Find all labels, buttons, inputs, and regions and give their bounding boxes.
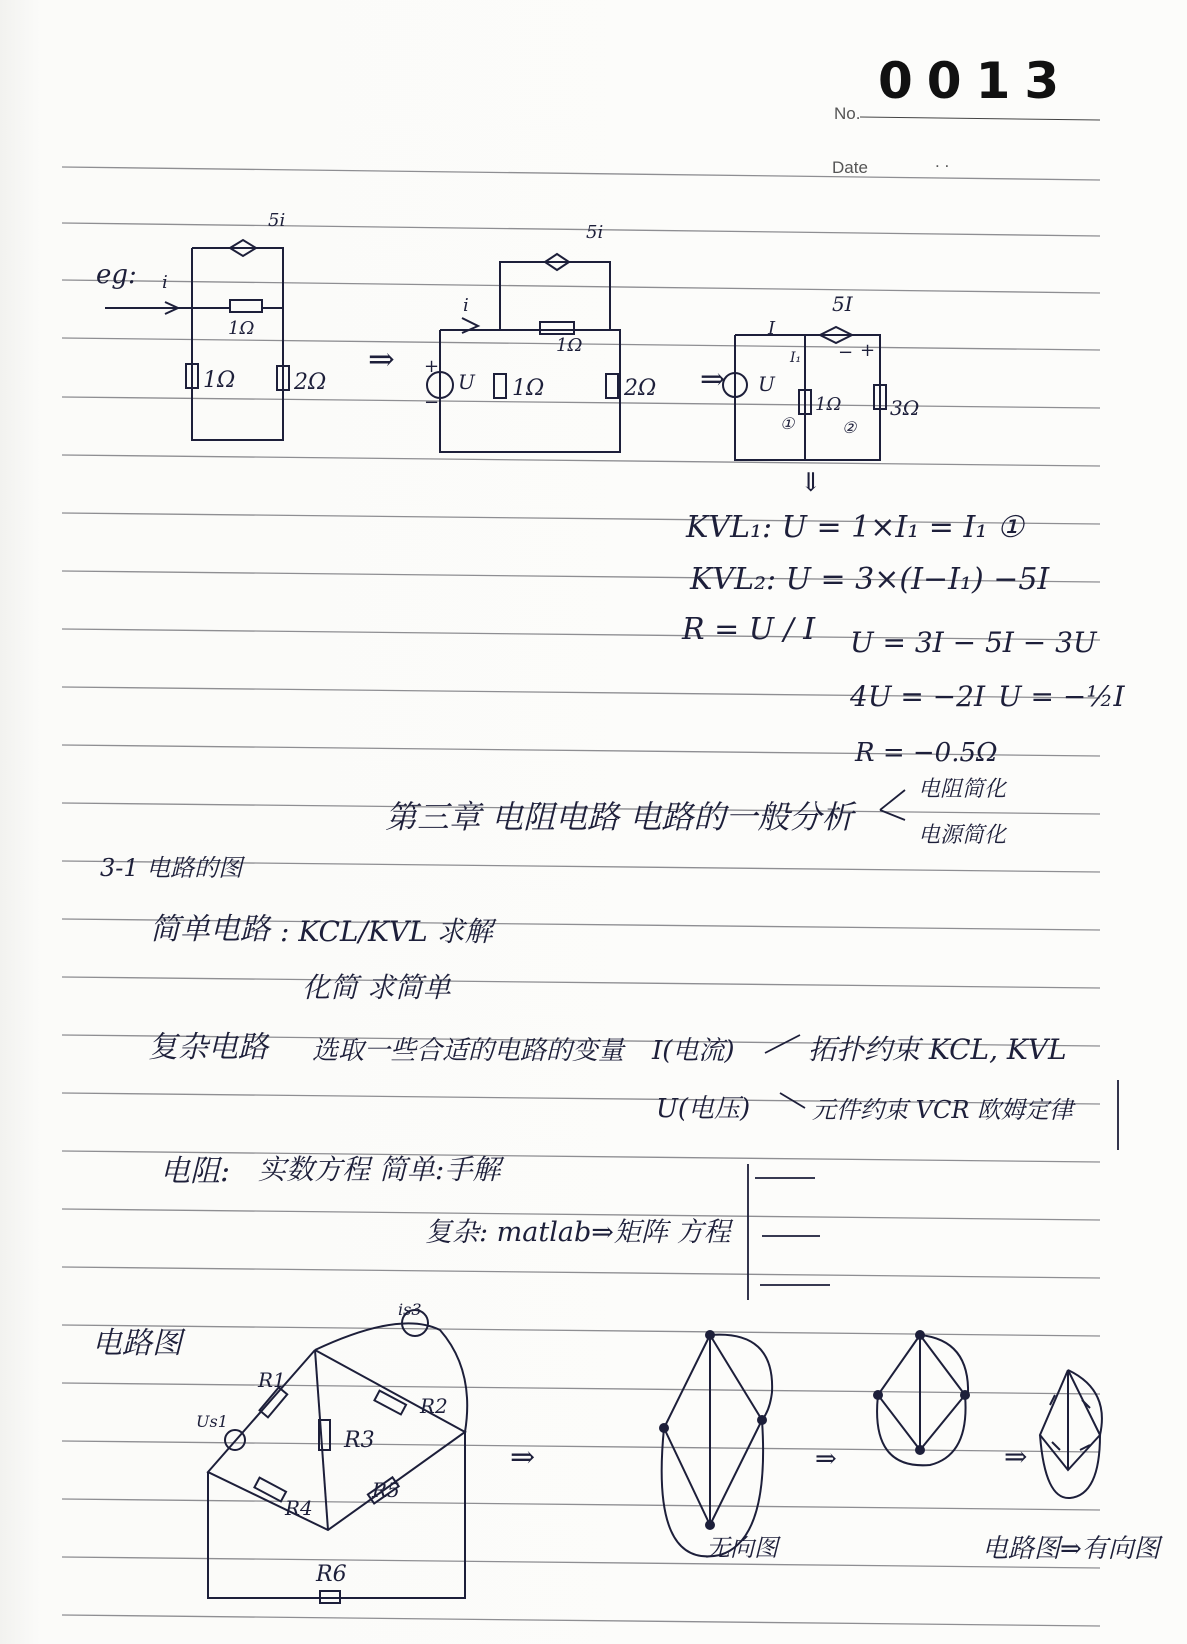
note-var-u: U(电压) (656, 1094, 751, 1124)
c3-loop2: ② (842, 418, 857, 437)
c2-r-right: 2Ω (624, 376, 657, 401)
bc-current-source: is3 (398, 1300, 422, 1319)
c3-current: I (768, 318, 776, 339)
c1-r-left: 1Ω (203, 368, 236, 393)
note-topo: 拓扑约束 KCL, KVL (808, 1033, 1067, 1066)
header-underlines (860, 117, 1100, 120)
eq-step2: 4U = −2I (850, 680, 986, 713)
bc-r5: R5 (372, 1478, 400, 1502)
page-number: 0013 (878, 52, 1074, 110)
c3-loop1: ① (780, 414, 795, 433)
undirected-caption: 无向图 (706, 1534, 778, 1562)
chapter-branch-marks (880, 790, 905, 820)
eq-kvl2: KVL₂: U = 3×(I−I₁) −5I (690, 562, 1050, 597)
note-simple-label: 简单电路 (150, 912, 270, 947)
directed-caption: 电路图⇒有向图 (982, 1534, 1160, 1564)
c1-r-right: 2Ω (294, 370, 327, 395)
c3-minus: − (838, 342, 854, 363)
c3-plus: + (860, 340, 876, 361)
chapter-branch-1: 电阻简化 (918, 777, 1007, 802)
section-heading: 3-1 电路的图 (100, 854, 243, 882)
graph-arrow-a: ⇒ (510, 1440, 536, 1475)
circuit-2-drawing (427, 254, 620, 452)
bc-r3: R3 (344, 1428, 375, 1453)
bc-r2: R2 (420, 1394, 448, 1418)
graph-2-drawing (874, 1331, 969, 1465)
chapter-title: 第三章 电阻电路 电路的一般分析 (385, 798, 854, 836)
equation-stub-lines (748, 1035, 1118, 1300)
note-complex-solve: 复杂: matlab⇒矩阵 方程 (425, 1217, 731, 1248)
c2-dep-source: 5i (586, 222, 604, 243)
note-simple-text: : KCL/KVL 求解 (280, 915, 493, 948)
example-label: eg: (96, 260, 137, 290)
chapter-branch-2: 电源简化 (918, 823, 1007, 848)
c2-plus: + (424, 356, 440, 377)
c3-source: U (758, 372, 775, 396)
down-arrow: ⇓ (800, 468, 822, 498)
note-resist-label: 电阻: (160, 1154, 231, 1189)
graph-arrow-c: ⇒ (1004, 1440, 1028, 1473)
c3-dep-source: 5I (832, 292, 853, 316)
c2-r-series: 1Ω (556, 335, 583, 356)
note-simplify: 化简 求简单 (302, 971, 451, 1004)
note-var-i: I(电流) (652, 1036, 735, 1066)
note-resist-text: 实数方程 简单:手解 (258, 1153, 501, 1186)
note-element: 元件约束 VCR 欧姆定律 (812, 1096, 1074, 1124)
c2-r-left: 1Ω (512, 376, 545, 401)
c2-minus: − (424, 392, 440, 413)
arrow-2: ⇒ (700, 362, 726, 397)
c1-r-series: 1Ω (228, 318, 255, 339)
eq-result: R = −0.5Ω (855, 738, 998, 768)
no-label: No. (834, 104, 861, 123)
bc-source: Us1 (196, 1412, 228, 1431)
arrow-1: ⇒ (368, 340, 395, 378)
eq-r-def: R = U / I (682, 612, 816, 647)
graph-1-drawing (660, 1331, 772, 1556)
c3-r-mid: 1Ω (815, 394, 842, 415)
date-dots: . . (935, 152, 950, 171)
date-label: Date (832, 158, 868, 177)
c3-r-right: 3Ω (890, 396, 920, 420)
bc-r6: R6 (316, 1562, 347, 1587)
note-complex-text: 选取一些合适的电路的变量 (312, 1036, 625, 1066)
eq-step1: U = 3I − 5I − 3U (850, 626, 1097, 659)
graph-section-title: 电路图 (92, 1326, 182, 1361)
c1-current: i (162, 272, 168, 293)
eq-step3: U = −½I (998, 680, 1125, 713)
c2-current: i (463, 295, 469, 316)
c3-current1: I₁ (790, 350, 802, 366)
eq-kvl1: KVL₁: U = 1×I₁ = I₁ ① (686, 510, 1024, 545)
note-complex-label: 复杂电路 (148, 1030, 268, 1065)
bc-r4: R4 (285, 1496, 313, 1520)
graph-arrow-b: ⇒ (815, 1444, 837, 1474)
bc-r1: R1 (258, 1368, 286, 1392)
c1-dep-source: 5i (268, 210, 286, 231)
graph-3-drawing (1040, 1370, 1102, 1498)
c2-source: U (458, 370, 475, 394)
